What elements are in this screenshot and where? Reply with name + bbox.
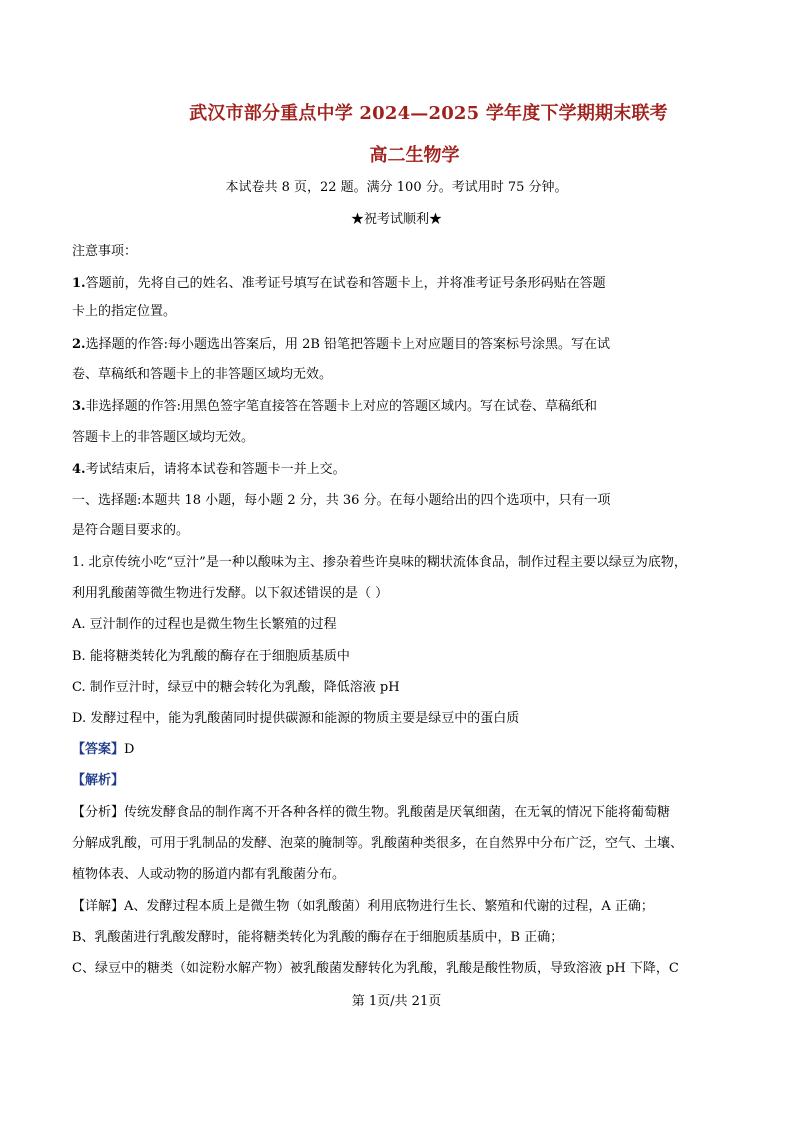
fenxi-text: 传统发酵食品的制作离不开各种各样的微生物。乳酸菌是厌氧细菌，在无氧的情况下能将葡萄糖 (124, 805, 671, 820)
note-text: 非选择题的作答:用黑色签字笔直接答在答题卡上对应的答题区域内。写在试卷、草稿纸和 (85, 399, 597, 414)
page-footer: 第 1页/共 21页 (351, 994, 442, 1009)
note-number: 3. (72, 399, 86, 414)
section1-line2: 是符合题目要求的。 (72, 523, 190, 538)
fenxi-line2: 分解成乳酸，可用于乳制品的发酵、泡菜的腌制等。乳酸菌种类很多，在自然界中分布广泛，空气、土壤、 (72, 836, 684, 851)
answer-label: 【答案】 (72, 742, 125, 757)
option-a: A. 豆汁制作的过程也是微生物生长繁殖的过程 (72, 617, 337, 632)
answer-line (72, 741, 134, 759)
section1-line1: 一、选择题:本题共 18 小题，每小题 2 分，共 36 分。在每小题给出的四个选项中，只有一项 (72, 493, 611, 508)
note-number: 1. (72, 276, 86, 291)
question1-stem-line1: 1. 北京传统小吃“豆汁”是一种以酸味为主、掺杂着些许臭味的糊状流体食品，制作过程主要以绿豆为底物， (72, 555, 687, 570)
analysis-line (72, 772, 124, 790)
note-number: 4. (72, 462, 86, 477)
note-text: 考试结束后，请将本试卷和答题卡一并上交。 (85, 462, 346, 477)
detail-text: A、发酵过程本质上是微生物（如乳酸菌）利用底物进行生长、繁殖和代谢的过程，A 正确； (124, 899, 654, 914)
note-item-3-cont: 答题卡上的非答题区域均无效。 (72, 430, 255, 445)
note-item-2-cont: 卷、草稿纸和答题卡上的非答题区域均无效。 (72, 367, 333, 382)
option-c: C. 制作豆汁时，绿豆中的糖会转化为乳酸，降低溶液 pH (72, 680, 400, 695)
option-d: D. 发酵过程中，能为乳酸菌同时提供碳源和能源的物质主要是绿豆中的蛋白质 (72, 711, 520, 726)
note-number: 2. (72, 337, 86, 352)
note-text: 答题前，先将自己的姓名、准考证号填写在试卷和答题卡上，并将准考证号条形码贴在答题 (85, 276, 606, 291)
note-item-2 (72, 336, 610, 354)
note-item-3 (72, 398, 597, 416)
analysis-label: 【解析】 (72, 773, 125, 788)
note-item-4 (72, 461, 346, 479)
detail-label: 【详解】 (72, 899, 125, 914)
page-title: 武汉市部分重点中学 2024—2025 学年度下学期期末联考 (189, 103, 668, 124)
note-text: 选择题的作答:每小题选出答案后，用 2B 铅笔把答题卡上对应题目的答案标号涂黑。写在试 (85, 337, 611, 352)
option-b: B. 能将糖类转化为乳酸的酶存在于细胞质基质中 (72, 649, 350, 664)
question1-stem-line2: 利用乳酸菌等微生物进行发酵。以下叙述错误的是（ ） (72, 586, 389, 601)
notes-heading: 注意事项： (72, 244, 138, 259)
detail-line2: B、乳酸菌进行乳酸发酵时，能将糖类转化为乳酸的酶存在于细胞质基质中，B 正确； (72, 930, 564, 945)
note-item-1-cont: 卡上的指定位置。 (72, 304, 177, 319)
fenxi-label: 【分析】 (72, 805, 125, 820)
fenxi-line1 (72, 804, 670, 822)
page-subtitle: 高二生物学 (369, 145, 460, 166)
fenxi-line3: 植物体表、人或动物的肠道内都有乳酸菌分布。 (72, 867, 346, 882)
answer-value: D (124, 742, 135, 757)
detail-line1 (72, 898, 654, 916)
detail-line3: C、绿豆中的糖类（如淀粉水解产物）被乳酸菌发酵转化为乳酸，乳酸是酸性物质，导致溶液 pH 下降，C (72, 961, 679, 976)
exam-info: 本试卷共 8 页，22 题。满分 100 分。考试用时 75 分钟。 (225, 180, 568, 195)
exam-wish: ★祝考试顺利★ (350, 212, 442, 227)
note-item-1 (72, 275, 606, 293)
